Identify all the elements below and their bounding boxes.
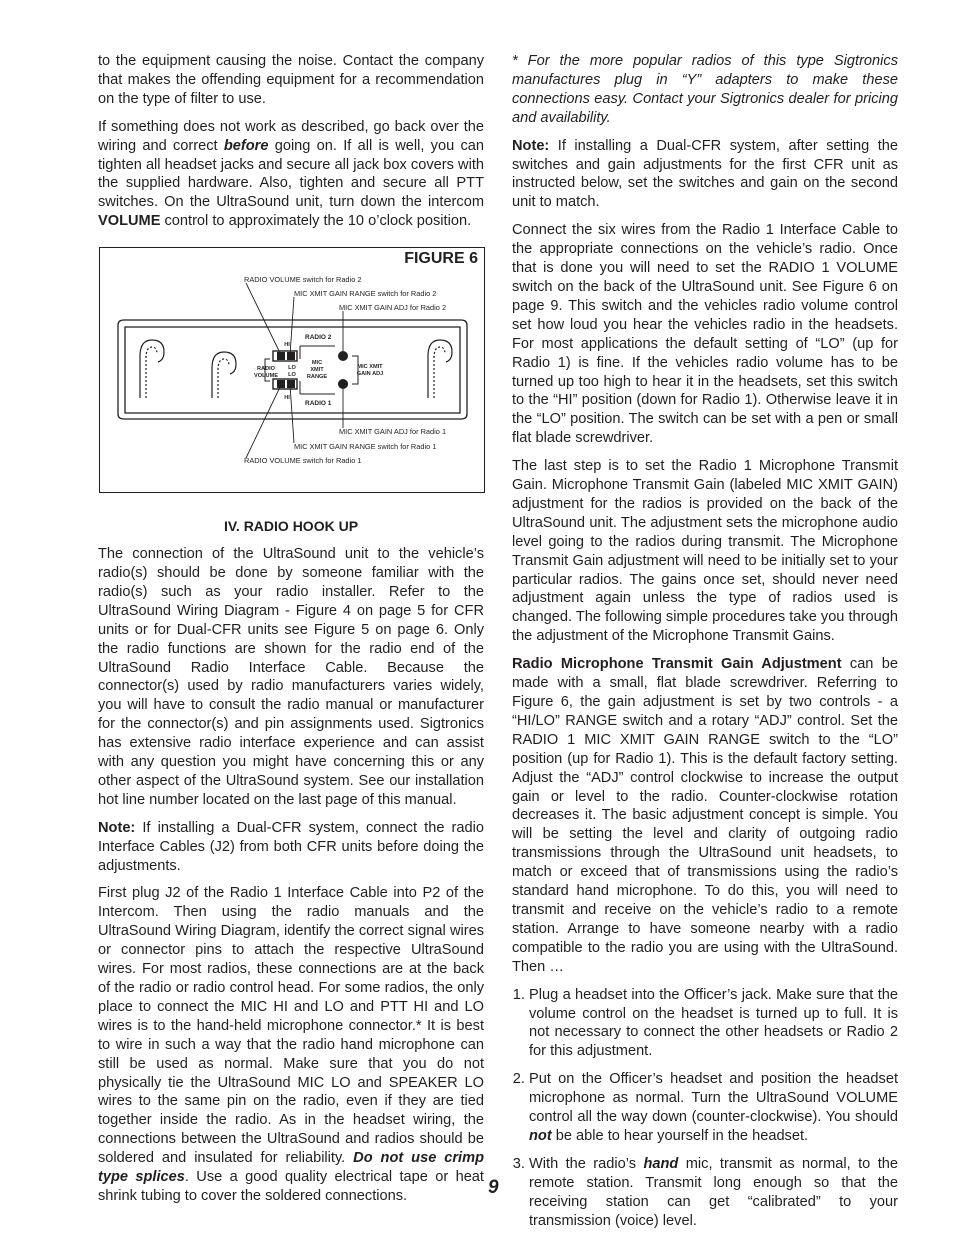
text-run: mic, transmit as normal, to the remote station. Transmit long enough so that the receiving station can get “calibrated” to your transmission (voice) level. xyxy=(529,1155,898,1229)
note-label: Note: xyxy=(98,819,136,836)
callout-radio2-volume: RADIO VOLUME switch for Radio 2 xyxy=(244,275,362,285)
switch-toggle xyxy=(277,352,285,360)
cable-loop-right xyxy=(428,340,452,398)
paragraph xyxy=(98,884,484,1205)
page-number: 9 xyxy=(488,1177,499,1198)
radio2-label: RADIO 2 xyxy=(305,334,332,342)
paragraph: to the equipment causing the noise. Contact the company that makes the offending equipment for a recommendation on the type of filter to use. xyxy=(98,53,484,107)
radio1-gain-adj-knob xyxy=(338,379,348,389)
text-run: With the radio’s xyxy=(529,1155,644,1172)
left-column xyxy=(98,52,484,1215)
cable-loop-left xyxy=(140,340,164,398)
footnote xyxy=(512,52,898,128)
emphasis: hand xyxy=(643,1155,679,1172)
list-item xyxy=(529,1070,898,1146)
text-run: . Use a good quality electrical tape or heat shrink tubing to cover the soldered connections. xyxy=(98,1169,484,1204)
text-run: be able to hear yourself in the headset. xyxy=(551,1127,809,1144)
paragraph: Connect the six wires from the Radio 1 Interface Cable to the appropriate connections on the vehicle’s radio. Once that is done you will need to set the RADIO 1 VOLUME switch on the back of the UltraSound unit. See Figure 6 on page 9. This switch and the vehicles radio volume control set how loud you hear the vehicles radio in the headsets. For most applications the default setting of “LO” (up for Radio 1) is fine. If the vehicles radio volume has to be turned up too high to hear it in the headsets, set this switch to the “HI” position (down for Radio 1). Otherwise leave it in the “LO” position. The switch can be set with a pen or small flat blade screwdriver. xyxy=(512,222,898,447)
text-run: control to approximately the 10 o’clock position. xyxy=(160,213,472,230)
text-run: If installing a Dual-CFR system, connect the radio Interface Cables (J2) from both CFR units before doing the adjustments. xyxy=(98,819,484,874)
rear-panel-diagram xyxy=(100,248,484,492)
right-column xyxy=(512,52,898,1239)
hi-label: HI xyxy=(284,342,290,349)
paragraph: The last step is to set the Radio 1 Microphone Transmit Gain. Microphone Transmit Gain (labeled MIC XMIT GAIN) adjustment for the radios is provided on the back of the UltraSound unit. The adjustment sets the microphone audio level going to the radios during transmit. The Microphone Transmit Gain adjustment will need to be initially set to your particular radios. The gains once set, should never need adjustment again unless the type of radios used is changed. The following simple procedures take you through the adjustment of the Microphone Transmit Gains. xyxy=(512,458,898,645)
callout-radio1-range: MIC XMIT GAIN RANGE switch for Radio 1 xyxy=(294,442,437,452)
hi-label: HI xyxy=(284,395,290,402)
paragraph: The connection of the UltraSound unit to the vehicle’s radio(s) should be done by someone familiar with the radio(s) such as your radio installer. Refer to the UltraSound Wiring Diagram - Figure 4 on page 5 for CFR units or for Dual-CFR units see Figure 5 on page 6. Only the radio functions are shown for the radio end of the UltraSound Radio Interface Cable. Because the connector(s) used by radio manufacturers varies widely, you will have to consult the radio manual or manufacturer for the connector(s) and pin assignments used. Sigtronics has extensive radio interface experience and can assist with any question you might have concerning this or any other aspect of the UltraSound system. See our installation hot line number located on the last page of this manual. xyxy=(98,546,484,808)
text-run: First plug J2 of the Radio 1 Interface Cable into P2 of the Intercom. Then using the radio manuals and the UltraSound Wiring Diagram, identify the correct signal wires or connector pins to attach the respective UltraSound wires. For most radios, these connections are at the back of the radio or radio control head. For some radios, the only place to connect the MIC HI and LO and PTT HI and LO wires is to the hand-held microphone connector.* It is best to wire in such a way that the radio hand microphone can still be used as normal. Make sure that you do not physically tie the UltraSound MIC LO and SPEAKER LO wires to the same pin on the radio, even if they are tied together inside the radio. As in the headset wiring, the connections between the UltraSound and radios should be soldered and insulated for reliability. xyxy=(98,885,484,1167)
steps-list xyxy=(512,986,898,1231)
paragraph xyxy=(98,118,484,231)
footnote-text: * For the more popular radios of this type Sigtronics manufactures plug in “Y” adapters to make these connections easy. Contact your Sigtronics dealer for pricing and availability. xyxy=(512,53,898,126)
switch-toggle xyxy=(287,352,295,360)
gain-adj-label: GAIN ADJ xyxy=(356,371,384,378)
text-run: If installing a Dual-CFR system, after setting the switches and gain adjustments for the first CFR unit as instructed below, set the switches and gain on the second unit to match. xyxy=(512,137,898,211)
radio2-gain-adj-knob xyxy=(338,351,348,361)
cable-loop-middle xyxy=(212,352,236,398)
text-run: Plug a headset into the Officer’s jack. Make sure that the volume control on the headset is turned up to full. It is not necessary to connect the other headsets or Radio 2 for this adjustment. xyxy=(529,986,898,1060)
section-title: IV. RADIO HOOK UP xyxy=(223,518,359,535)
callout-radio1-adj: MIC XMIT GAIN ADJ for Radio 1 xyxy=(339,427,447,437)
volume-label: VOLUME xyxy=(254,373,278,380)
lo-label: LO xyxy=(288,372,296,379)
callout-radio2-adj: MIC XMIT GAIN ADJ for Radio 2 xyxy=(339,303,447,313)
paragraph xyxy=(98,819,484,876)
bold-heading: Radio Microphone Transmit Gain Adjustment xyxy=(512,656,842,673)
emphasis: Do not use crimp type splices xyxy=(98,1150,484,1186)
range-label: RANGE xyxy=(306,374,328,381)
emphasis: not xyxy=(529,1127,552,1144)
list-item xyxy=(529,986,898,1062)
text-run: can be made with a small, flat blade screwdriver. Referring to Figure 6, the gain adjustment is set by two controls - a “HI/LO” RANGE switch and a rotary “ADJ” control. Set the RADIO 1 MIC XMIT GAIN RANGE switch to the “LO” position (up for Radio 1). This is the default factory setting. Adjust the “ADJ” control clockwise to increase the output gain or level to the radio. Counter-clockwise rotation decreases it. The basic adjustment concept is simple. You will be setting the level and clarity of outgoing radio transmissions through the UltraSound unit headsets, to match or exceed that of transmissions using the radio’s standard hand microphone. To do this, you will need to transmit and receive on the vehicle’s radio to a remote station. Arrange to have someone nearby with a radio compatible to the radio you are using with the UltraSound. Then … xyxy=(512,656,898,975)
emphasis: VOLUME xyxy=(98,213,161,230)
switch-toggle xyxy=(287,380,295,388)
figure-title: FIGURE 6 xyxy=(404,250,478,268)
text-run: If something does not work as described, go back over the wiring and correct xyxy=(98,118,484,154)
note-label: Note: xyxy=(512,137,550,154)
emphasis: before xyxy=(223,137,269,154)
paragraph xyxy=(512,655,898,976)
text-run: going on. If all is well, you can tighten all headset jacks and secure all jack box covers with the supplied hardware. Also, tighten and secure all PTT switches. On the UltraSound unit, turn down the intercom xyxy=(98,137,485,211)
text-run: Put on the Officer’s headset and position the headset microphone as normal. Turn the UltraSound VOLUME control all the way down (counter-clockwise). You should xyxy=(529,1071,898,1126)
callout-radio1-volume: RADIO VOLUME switch for Radio 1 xyxy=(244,456,362,466)
mic-xmit-label: MIC XMIT xyxy=(357,364,383,371)
xmit-label: XMIT xyxy=(310,367,324,374)
radio-label: RADIO xyxy=(256,366,276,373)
lo-label: LO xyxy=(288,365,296,372)
callout-radio2-range: MIC XMIT GAIN RANGE switch for Radio 2 xyxy=(294,289,437,299)
radio1-label: RADIO 1 xyxy=(305,400,332,408)
paragraph xyxy=(512,137,898,213)
mic-label: MIC xyxy=(311,360,323,367)
figure-6 xyxy=(99,247,485,493)
switch-cluster xyxy=(254,334,383,407)
list-item xyxy=(529,1155,898,1231)
switch-toggle xyxy=(277,380,285,388)
